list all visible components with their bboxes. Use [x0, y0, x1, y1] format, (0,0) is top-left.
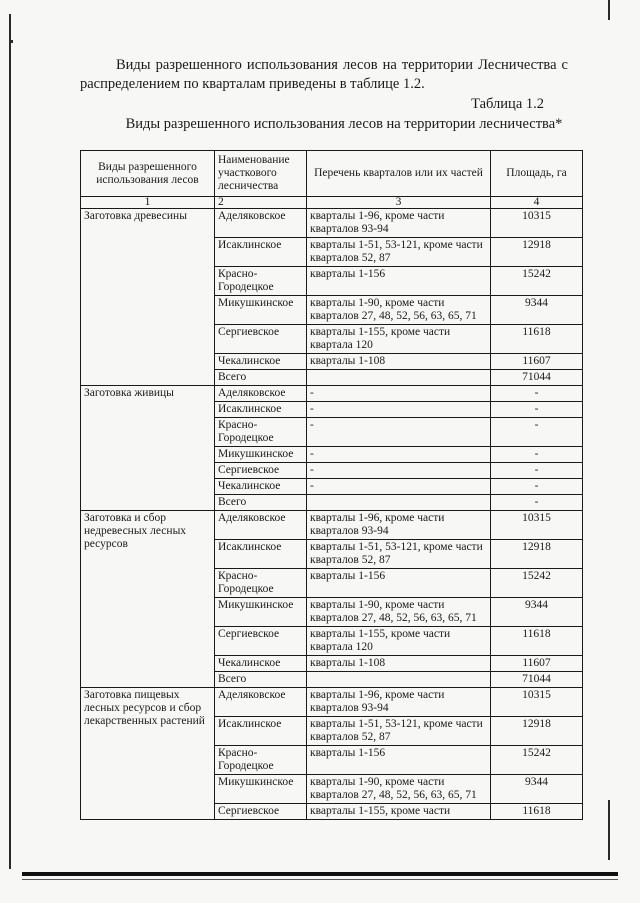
area-cell: 11618 — [491, 627, 583, 656]
uses-table — [80, 150, 583, 820]
quarters-cell: кварталы 1-108 — [307, 354, 491, 370]
forestry-cell: Микушкинское — [215, 598, 307, 627]
area-cell: 11618 — [491, 804, 583, 820]
page-edge-right — [608, 0, 610, 20]
table-row — [81, 386, 583, 402]
forestry-cell: Аделяковское — [215, 386, 307, 402]
scan-bottom-border — [22, 872, 618, 876]
page-edge-right-lower — [608, 800, 610, 860]
area-cell: 11607 — [491, 656, 583, 672]
table-title: Виды разрешенного использования лесов на территории лесничества* — [125, 116, 563, 132]
quarters-cell — [307, 495, 491, 511]
quarters-cell: кварталы 1-90, кроме части кварталов 27, 48, 52, 56, 63, 65, 71 — [307, 296, 491, 325]
quarters-cell: кварталы 1-108 — [307, 656, 491, 672]
quarters-cell: кварталы 1-96, кроме части кварталов 93-94 — [307, 688, 491, 717]
quarters-cell: кварталы 1-156 — [307, 746, 491, 775]
quarters-cell: кварталы 1-90, кроме части кварталов 27, 48, 52, 56, 63, 65, 71 — [307, 598, 491, 627]
use-type-cell: Заготовка живицы — [81, 386, 215, 511]
quarters-cell: - — [307, 447, 491, 463]
area-cell: 15242 — [491, 569, 583, 598]
area-cell: 11618 — [491, 325, 583, 354]
header-quarters: Перечень кварталов или их частей — [307, 151, 491, 197]
area-cell: 12918 — [491, 717, 583, 746]
scan-speck — [10, 40, 13, 43]
table-body — [81, 209, 583, 820]
area-cell: 9344 — [491, 598, 583, 627]
quarters-cell: кварталы 1-156 — [307, 569, 491, 598]
area-cell: 10315 — [491, 209, 583, 238]
forestry-cell: Красно-Городецкое — [215, 569, 307, 598]
quarters-cell: кварталы 1-51, 53-121, кроме части кварталов 52, 87 — [307, 540, 491, 569]
area-cell: 9344 — [491, 296, 583, 325]
area-cell: - — [491, 479, 583, 495]
area-cell: 15242 — [491, 267, 583, 296]
forestry-cell: Исаклинское — [215, 717, 307, 746]
forestry-cell: Аделяковское — [215, 688, 307, 717]
quarters-cell: кварталы 1-96, кроме части кварталов 93-94 — [307, 209, 491, 238]
forestry-cell: Сергиевское — [215, 325, 307, 354]
forestry-cell: Всего — [215, 370, 307, 386]
forestry-cell: Всего — [215, 672, 307, 688]
forestry-cell: Микушкинское — [215, 296, 307, 325]
area-cell: 12918 — [491, 540, 583, 569]
forestry-cell: Красно-Городецкое — [215, 267, 307, 296]
quarters-cell — [307, 672, 491, 688]
page-edge-left — [9, 14, 11, 869]
column-number: 2 — [215, 197, 307, 209]
use-type-cell: Заготовка пищевых лесных ресурсов и сбор лекарственных растений — [81, 688, 215, 820]
area-cell: - — [491, 495, 583, 511]
forestry-cell: Исаклинское — [215, 402, 307, 418]
column-number-row — [81, 197, 583, 209]
header-forestry: Наименование участкового лесничества — [215, 151, 307, 197]
area-cell: 11607 — [491, 354, 583, 370]
quarters-cell: - — [307, 386, 491, 402]
area-cell: 9344 — [491, 775, 583, 804]
quarters-cell: кварталы 1-96, кроме части кварталов 93-94 — [307, 511, 491, 540]
column-number: 4 — [491, 197, 583, 209]
quarters-cell: - — [307, 463, 491, 479]
area-cell: 10315 — [491, 688, 583, 717]
header-area: Площадь, га — [491, 151, 583, 197]
forestry-cell: Микушкинское — [215, 775, 307, 804]
forestry-cell: Красно-Городецкое — [215, 418, 307, 447]
column-number: 1 — [81, 197, 215, 209]
forestry-cell: Чекалинское — [215, 354, 307, 370]
area-cell: - — [491, 418, 583, 447]
forestry-cell: Исаклинское — [215, 238, 307, 267]
quarters-cell: - — [307, 479, 491, 495]
quarters-cell: - — [307, 402, 491, 418]
use-type-cell: Заготовка и сбор недревесных лесных ресурсов — [81, 511, 215, 688]
intro-paragraph: Виды разрешенного использования лесов на территории Лесничества с распределением по кварталам приведены в таблице 1.2. — [80, 57, 568, 92]
area-cell: 10315 — [491, 511, 583, 540]
area-cell: - — [491, 402, 583, 418]
forestry-cell: Аделяковское — [215, 511, 307, 540]
quarters-cell — [307, 370, 491, 386]
quarters-cell: кварталы 1-51, 53-121, кроме части кварталов 52, 87 — [307, 717, 491, 746]
quarters-cell: кварталы 1-155, кроме части квартала 120 — [307, 627, 491, 656]
table-header-row — [81, 151, 583, 197]
column-number: 3 — [307, 197, 491, 209]
area-cell: - — [491, 447, 583, 463]
header-use: Виды разрешенного использования лесов — [81, 151, 215, 197]
table-row — [81, 511, 583, 540]
table-row — [81, 209, 583, 238]
forestry-cell: Аделяковское — [215, 209, 307, 238]
quarters-cell: кварталы 1-90, кроме части кварталов 27, 48, 52, 56, 63, 65, 71 — [307, 775, 491, 804]
scan-bottom-border-thin — [22, 879, 618, 880]
quarters-cell: кварталы 1-155, кроме части квартала 120 — [307, 325, 491, 354]
forestry-cell: Микушкинское — [215, 447, 307, 463]
use-type-cell: Заготовка древесины — [81, 209, 215, 386]
table-row — [81, 688, 583, 717]
forestry-cell: Чекалинское — [215, 656, 307, 672]
area-cell: 15242 — [491, 746, 583, 775]
quarters-cell: - — [307, 418, 491, 447]
area-cell: - — [491, 463, 583, 479]
forestry-cell: Сергиевское — [215, 627, 307, 656]
quarters-cell: кварталы 1-155, кроме части — [307, 804, 491, 820]
forestry-cell: Исаклинское — [215, 540, 307, 569]
table-label: Таблица 1.2 — [471, 96, 544, 112]
area-cell: 12918 — [491, 238, 583, 267]
quarters-cell: кварталы 1-156 — [307, 267, 491, 296]
forestry-cell: Красно-Городецкое — [215, 746, 307, 775]
area-cell: 71044 — [491, 370, 583, 386]
forestry-cell: Сергиевское — [215, 804, 307, 820]
forestry-cell: Чекалинское — [215, 479, 307, 495]
area-cell: - — [491, 386, 583, 402]
area-cell: 71044 — [491, 672, 583, 688]
forestry-cell: Сергиевское — [215, 463, 307, 479]
forestry-cell: Всего — [215, 495, 307, 511]
quarters-cell: кварталы 1-51, 53-121, кроме части кварталов 52, 87 — [307, 238, 491, 267]
